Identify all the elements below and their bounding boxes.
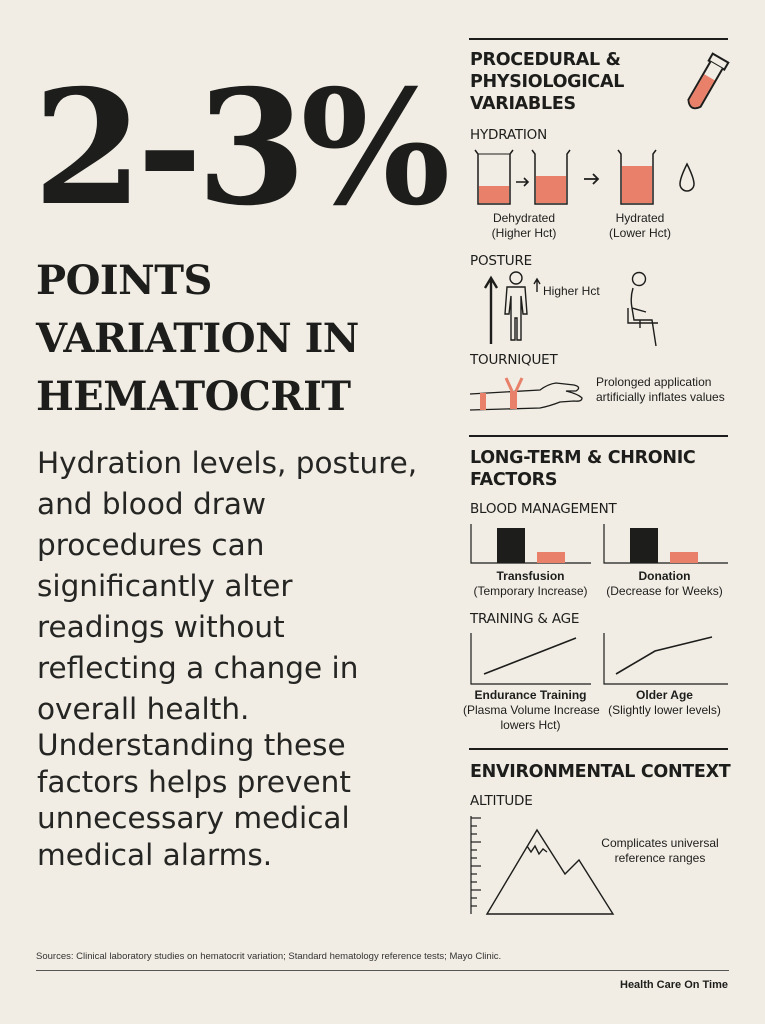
hydration-illustration (470, 146, 705, 210)
title-line: VARIABLES (470, 94, 576, 114)
headline-line: VARIATION IN (36, 315, 359, 362)
caption-note: (Decrease for Weeks) (606, 584, 723, 598)
beaker-hydrated-icon (618, 150, 656, 204)
caption-endurance (463, 688, 598, 733)
headline-line: HEMATOCRIT (36, 373, 351, 420)
footer-divider (36, 970, 729, 971)
note-line: Prolonged application (596, 375, 712, 389)
posture-note: Higher Hct (543, 284, 600, 298)
caption-note: (Plasma Volume Increase (463, 703, 600, 717)
label-blood-management: BLOOD MANAGEMENT (470, 501, 617, 517)
caption-note: (Lower Hct) (608, 226, 671, 240)
donation-bars-icon (604, 524, 728, 563)
title-line: PROCEDURAL & (470, 50, 621, 70)
mountain-icon (487, 830, 613, 914)
caption-title: Transfusion (496, 569, 565, 583)
transfusion-bars-icon (471, 524, 591, 563)
note-line: artificially inflates values (596, 390, 725, 404)
sources-note: Sources: Clinical laboratory studies on hematocrit variation; Standard hematology reference tests; Mayo Clinic. (36, 951, 502, 962)
caption-dehydrated (480, 211, 568, 241)
caption-older-age (603, 688, 726, 718)
endurance-trend-icon (471, 633, 591, 684)
caption-title: Older Age (636, 688, 693, 702)
standing-figure-icon (505, 272, 527, 340)
tourniquet-note (596, 375, 725, 405)
caption-note: lowers Hct) (500, 718, 561, 732)
caption-note: (Slightly lower levels) (608, 703, 721, 717)
section-title-environmental: ENVIRONMENTAL CONTEXT (470, 762, 731, 782)
hero-headline (36, 252, 436, 426)
blood-management-illustration (470, 524, 729, 564)
tourniquet-arm-illustration (470, 374, 590, 418)
posture-illustration (480, 268, 680, 348)
section-divider (469, 435, 728, 437)
sitting-figure-icon (628, 273, 658, 347)
label-tourniquet: TOURNIQUET (470, 352, 558, 368)
body-paragraph: Understanding these factors helps prevent unnecessary medical medical alarms. (37, 728, 351, 872)
hero-body (37, 443, 427, 873)
altitude-scale-icon (471, 816, 481, 914)
body-paragraph: Hydration levels, posture, and blood draw procedures can significantly alter readings without reflecting a change in overall health. (37, 446, 418, 726)
title-line: FACTORS (470, 470, 558, 490)
label-hydration: HYDRATION (470, 127, 547, 143)
caption-title: Dehydrated (492, 211, 556, 225)
altitude-mountain-illustration (469, 816, 619, 916)
altitude-note (600, 836, 720, 866)
caption-transfusion (470, 569, 591, 599)
beaker-dehydrated-2-icon (532, 150, 570, 204)
caption-title: Donation (638, 569, 691, 583)
section-divider (469, 748, 728, 750)
section-divider (469, 38, 728, 40)
beaker-dehydrated-icon (475, 150, 513, 204)
section-title-procedural (470, 49, 624, 115)
water-drop-icon (680, 164, 694, 191)
label-posture: POSTURE (470, 253, 532, 269)
note-line: Complicates universal (601, 836, 719, 850)
caption-title: Endurance Training (474, 688, 587, 702)
title-line: LONG-TERM & CHRONIC (470, 448, 696, 468)
blood-test-tube-icon (680, 50, 730, 120)
brand-name: Health Care On Time (620, 979, 728, 991)
label-training-age: TRAINING & AGE (470, 611, 580, 627)
caption-note: (Higher Hct) (491, 226, 557, 240)
headline-line: POINTS (36, 257, 212, 304)
hero-stat: 2-3% (33, 56, 445, 241)
section-title-longterm (470, 447, 695, 491)
caption-note: (Temporary Increase) (473, 584, 588, 598)
note-line: reference ranges (614, 851, 706, 865)
training-age-illustration (470, 633, 729, 685)
label-altitude: ALTITUDE (470, 793, 533, 809)
older-age-trend-icon (604, 633, 728, 684)
caption-donation (603, 569, 726, 599)
caption-title: Hydrated (615, 211, 665, 225)
title-line: PHYSIOLOGICAL (470, 72, 625, 92)
caption-hydrated (597, 211, 683, 241)
